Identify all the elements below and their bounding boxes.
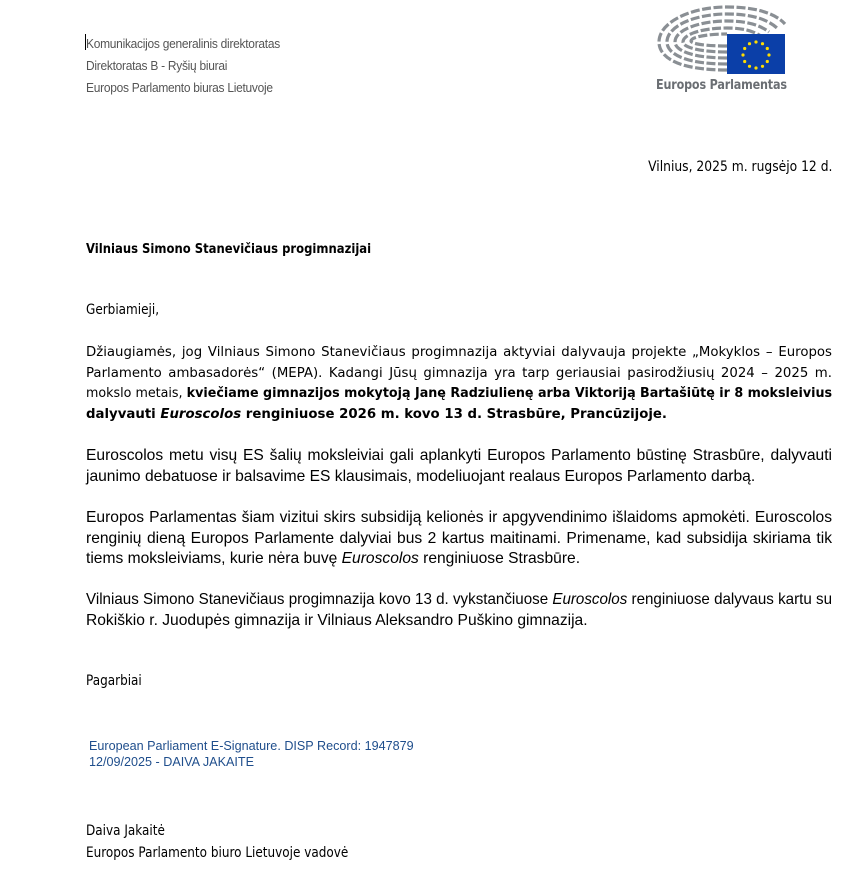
paragraph-line [86, 549, 832, 570]
paragraph-participants [86, 590, 832, 631]
text-run: dalyvauti [86, 406, 161, 422]
logo-wordmark: Europos Parlamentas [656, 78, 787, 93]
letter-date: Vilnius, 2025 m. rugsėjo 12 d. [647, 159, 832, 175]
e-signature-date-signer: 12/09/2025 - DAIVA JAKAITE [89, 755, 254, 769]
signer-title: Europos Parlamento biuro Lietuvoje vadovė [86, 845, 349, 861]
text-run: renginiuose dalyvaus kartu su [627, 591, 832, 608]
paragraph-line: Rokiškio r. Juodupės gimnazija ir Vilniaus Aleksandro Puškino gimnazija. [86, 611, 588, 629]
paragraph-line: Europos Parlamentas šiam vizitui skirs subsidiją kelionės ir apgyvendinimo išlaidoms apmokėti. Euroscolos [86, 509, 832, 526]
e-signature-record: European Parliament E-Signature. DISP Record: 1947879 [89, 739, 414, 753]
paragraph-line: renginių dieną Europos Parlamente dalyviai bus 2 kartus maitinami. Primename, kad subsidija skiriama tik [86, 529, 832, 547]
paragraph-line [86, 405, 832, 426]
paragraph-about-euroscolos [86, 446, 832, 487]
closing: Pagarbiai [86, 673, 142, 689]
event-name: Euroscolos [160, 406, 242, 422]
text-run: tiems moksleiviams, kurie nėra buvę [86, 550, 342, 567]
e-signature-stamp [89, 738, 414, 770]
event-name: Euroscolos [552, 591, 628, 608]
invitation-highlight: kviečiame gimnazijos mokytoją Janę Radziulienę arba Viktoriją Bartašiūtę ir 8 moksleivius [186, 386, 833, 401]
paragraph-line [86, 590, 832, 611]
sender-line-office: Europos Parlamento biuras Lietuvoje [86, 80, 273, 95]
event-name: Euroscolos [341, 550, 419, 567]
text-run: renginiuose 2026 m. kovo 13 d. Strasbūre, Prancūzijoje. [241, 406, 667, 422]
signer-block [86, 820, 391, 864]
text-run: Vilniaus Simono Stanevičiaus progimnazija kovo 13 d. vykstančiuose [86, 591, 553, 608]
text-run: mokslo metais, [86, 386, 187, 401]
paragraph-line: Euroscolos metu visų ES šalių moksleiviai gali aplankyti Europos Parlamento būstinę Strasbūre, dalyvauti [86, 447, 832, 464]
paragraph-subsidy [86, 508, 832, 570]
signer-name: Daiva Jakaitė [86, 823, 165, 839]
paragraph-line [86, 384, 832, 405]
sender-line-directorate-general: Komunikacijos generalinis direktoratas [86, 36, 280, 51]
recipient: Vilniaus Simono Stanevičiaus progimnazijai [86, 241, 372, 257]
sender-header [86, 33, 280, 99]
invitation-highlight [86, 407, 667, 422]
salutation: Gerbiamieji, [86, 302, 160, 318]
sender-line-directorate: Direktoratas B - Ryšių biurai [86, 58, 228, 73]
text-run: renginiuose Strasbūre. [418, 550, 581, 567]
paragraph-line: Džiaugiamės, jog Vilniaus Simono Stanevičiaus progimnazija aktyviai dalyvauja projekte „Mokyklos – Europos [86, 345, 832, 360]
paragraph-line: Parlamento ambasadorės“ (MEPA). Kadangi Jūsų gimnazija yra tarp geriausiai pasirodžiusių 2024 – 2025 m. [86, 365, 832, 381]
paragraph-line: jaunimo debatuose ir balsavime ES klausimais, modeliuojant realaus Europos Parlamento darbą. [86, 467, 756, 485]
paragraph-invitation [86, 343, 832, 425]
